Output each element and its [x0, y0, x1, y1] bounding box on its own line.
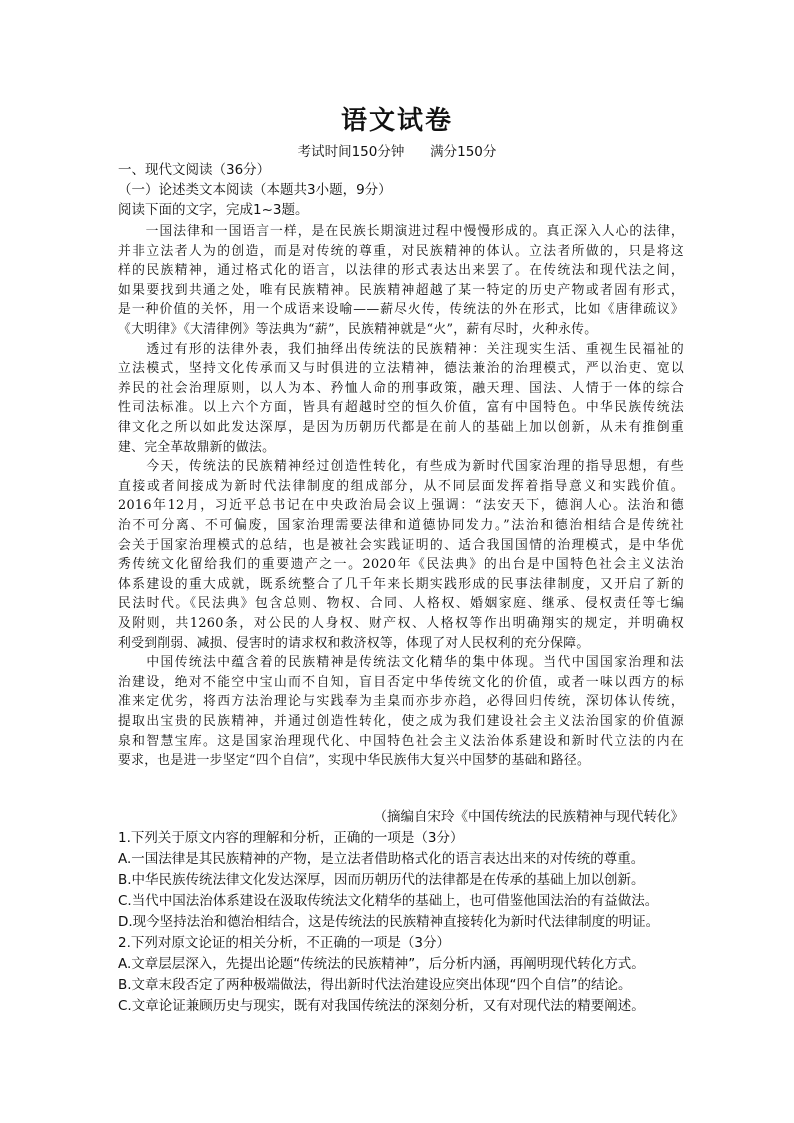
section-subheading: （一）论述类文本阅读（本题共3小题，9分）	[118, 182, 392, 198]
answer-option[interactable]: C.文章论证兼顾历史与现实，既有对我国传统法的深刻分析，又有对现代法的精要阐述。	[118, 998, 645, 1014]
answer-option[interactable]: A.一国法律是其民族精神的产物，是立法者借助格式化的语言表达出来的对传统的尊重。	[118, 851, 645, 867]
passage-line: 民法时代。《民法典》包含总则、物权、合同、人格权、婚姻家庭、继承、侵权责任等七编	[118, 596, 684, 612]
passage-line: 透过有形的法律外表，我们抽绎出传统法的民族精神：关注现实生活、重视生民福祉的	[118, 341, 684, 357]
passage-line: 及附则，共1260条，对公民的人身权、财产权、人格权等作出明确翔实的规定，并明确权	[118, 616, 684, 631]
question-stem: 2.下列对原文论证的相关分析，不正确的一项是（3分）	[118, 935, 450, 951]
passage-source: （摘编自宋玲《中国传统法的民族精神与现代转化》	[373, 809, 684, 825]
passage-line: 中国传统法中蕴含着的民族精神是传统法文化精华的集中体现。当代中国国家治理和法	[118, 655, 684, 671]
passage-line: 今天，传统法的民族精神经过创造性转化，有些成为新时代国家治理的指导思想，有些	[118, 459, 684, 475]
passage-line: 直接或者间接成为新时代法律制度的组成部分，从不同层面发挥着指导意义和实践价值。	[118, 478, 684, 494]
passage-line: 提取出宝贵的民族精神，并通过创造性转化，使之成为我们建设社会主义法治国家的价值源	[118, 714, 684, 729]
section-heading: 一、现代文阅读（36分）	[118, 162, 271, 178]
answer-option[interactable]: B.文章末段否定了两种极端做法，得出新时代法治建设应突出体现“四个自信”的结论。	[118, 977, 632, 993]
passage-line: 并非立法者人为的创造，而是对传统的尊重，对民族精神的体认。立法者所做的，只是将这	[118, 243, 684, 259]
passage-line: 准来定优劣，将西方法治理论与实践奉为圭臬而亦步亦趋，必得回归传统，深切体认传统，	[118, 694, 684, 710]
passage-line: 治不可分离、不可偏废，国家治理需要法律和道德协同发力。”法治和德治相结合是传统社	[118, 518, 684, 533]
passage-line: 体系建设的重大成就，既系统整合了几千年来长期实践形成的民事法律制度，又开启了新的	[118, 576, 684, 592]
answer-option[interactable]: A.文章层层深入，先提出论题“传统法的民族精神”，后分析内涵，再阐明现代转化方式。	[118, 956, 645, 972]
passage-line: 一国法律和一国语言一样，是在民族长期演进过程中慢慢形成的。真正深入人心的法律，	[118, 224, 684, 239]
passage-line: 要求，也是进一步坚定“四个自信”，实现中华民族伟大复兴中国梦的基础和路径。	[118, 753, 591, 769]
passage-line: 样的民族精神，通过格式化的语言，以法律的形式表达出来罢了。在传统法和现代法之间，	[118, 263, 684, 279]
passage-line: 2016年12月，习近平总书记在中央政治局会议上强调：“法安天下，德润人心。法治和德	[118, 498, 684, 514]
passage-line: 养民的社会治理原则，以人为本、矜恤人命的刑事政策，融天理、国法、人情于一体的综合	[118, 380, 684, 396]
passage-line: 《大明律》《大清律例》等法典为“薪”，民族精神就是“火”，薪有尽时，火种永传。	[118, 322, 598, 337]
page-title: 语文试卷	[340, 106, 453, 136]
passage-line: 是一种价值的关怀，用一个成语来设喻——薪尽火传，传统法的外在形式，比如《唐律疏议》	[118, 302, 684, 318]
answer-option[interactable]: B.中华民族传统法律文化发达深厚，因而历朝历代的法律都是在传承的基础上加以创新。	[118, 872, 645, 888]
passage-line: 建、完全革故鼎新的做法。	[118, 439, 276, 455]
passage-line: 如果要找到共通之处，唯有民族精神。民族精神超越了某一特定的历史产物或者固有形式，	[118, 282, 684, 298]
reading-instruction: 阅读下面的文字，完成1~3题。	[118, 202, 309, 218]
passage-line: 秀传统文化留给我们的重要遗产之一。2020年《民法典》的出台是中国特色社会主义法治	[118, 557, 684, 573]
passage-line: 泉和智慧宝库。这是国家治理现代化、中国特色社会主义法治体系建设和新时代立法的内在	[118, 733, 684, 749]
question-stem: 1.下列关于原文内容的理解和分析，正确的一项是（3分）	[118, 830, 464, 846]
passage-line: 性司法标准。以上六个方面，皆具有超越时空的恒久价值，富有中国特色。中华民族传统法	[118, 400, 684, 416]
passage-line: 会关于国家治理模式的总结，也是被社会实践证明的、适合我国国情的治理模式，是中华优	[118, 537, 684, 553]
passage-line: 律文化之所以如此发达深厚，是因为历朝历代都是在前人的基础上加以创新，从未有推倒重	[118, 420, 684, 435]
answer-option[interactable]: D.现今坚持法治和德治相结合，这是传统法的民族精神直接转化为新时代法律制度的明证。	[118, 914, 660, 930]
passage-line: 立法模式，坚持文化传承而又与时俱进的立法精神，德法兼治的治理模式，严以治吏、宽以	[118, 361, 684, 377]
exam-info: 考试时间150分钟 满分150分	[297, 144, 497, 160]
passage-line: 利受到削弱、减损、侵害时的请求权和救济权等，体现了对人民权利的充分保障。	[118, 635, 590, 651]
passage-line: 治建设，绝对不能空中宝山而不自知，盲目否定中华传统文化的价值，或者一味以西方的标	[118, 674, 684, 690]
answer-option[interactable]: C.当代中国法治体系建设在汲取传统法文化精华的基础上，也可借鉴他国法治的有益做法。	[118, 893, 659, 909]
